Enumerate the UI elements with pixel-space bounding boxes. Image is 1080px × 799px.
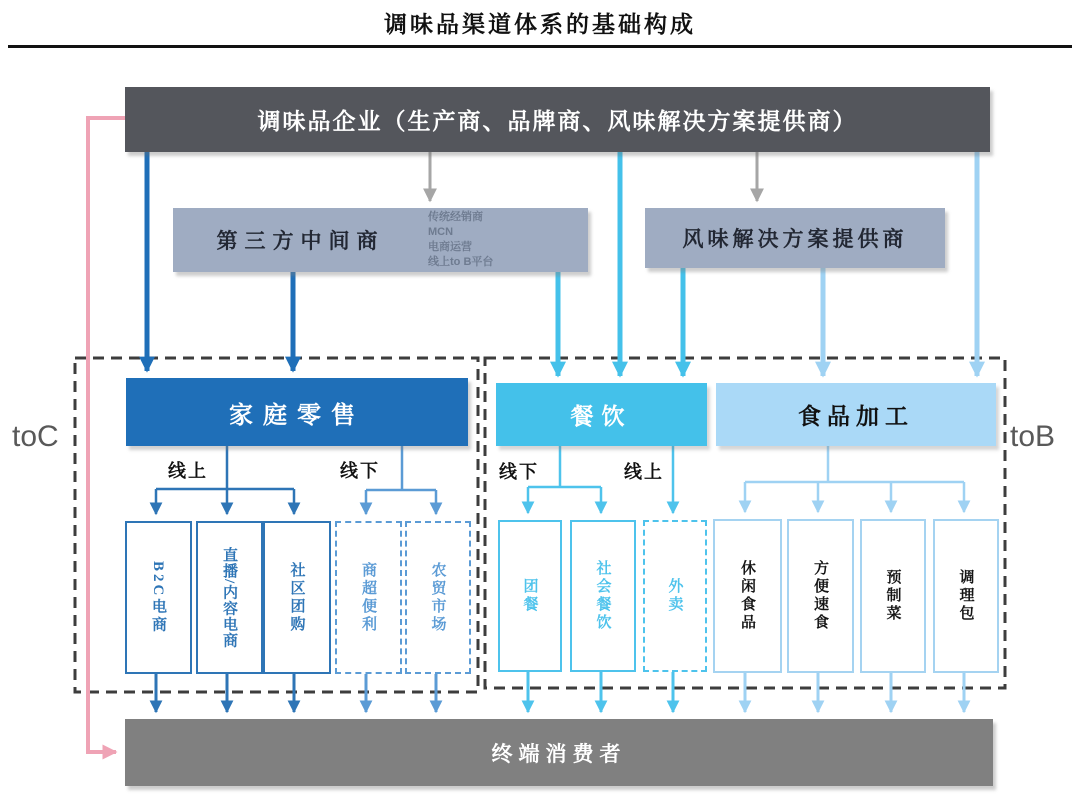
catering-online-label: 线上 [624,462,664,482]
channel-supermarket-convenience [335,521,402,674]
channel-b2c-ecommerce [125,521,192,674]
channel-label: 社区团购 [288,561,305,634]
channel-social-catering [570,520,636,672]
end-consumer-label: 终端消费者 [491,741,627,766]
channel-leisure-food [713,519,782,673]
title-underline [8,45,1072,48]
channel-farmers-market [405,521,471,674]
channel-conditioning-pack [933,519,999,673]
third-party-middlemen-box [173,208,588,272]
home-retail-header [126,378,468,446]
catering-label: 餐饮 [570,404,633,429]
flavor-solution-provider-label: 风味解决方案提供商 [682,227,908,251]
channel-label: 外卖 [666,578,683,614]
channel-label: B2C电商 [150,560,166,635]
channel-label: 预制菜 [884,569,901,623]
channel-label: 商超便利 [360,561,376,634]
consumer-arrows-cyan [528,668,673,712]
home-retail-label: 家庭零售 [229,402,365,429]
food-processing-label: 食品加工 [798,404,914,429]
condiment-enterprise-box [125,87,990,152]
middlemen-type: 线上to B平台 [428,255,494,268]
end-consumer-box [125,719,993,786]
channel-label: 社会餐饮 [594,560,611,632]
channel-label: 团餐 [521,578,538,614]
middlemen-type: 传统经销商 [428,211,483,224]
diagram-title: 调味品渠道体系的基础构成 [384,12,696,37]
channel-label: 方便速食 [812,560,828,632]
channel-label: 调理包 [957,569,974,623]
toc-region-label: toC [12,420,59,453]
channel-community-group-buy [263,521,331,674]
channel-group-meals [498,520,562,672]
channel-label: 直播/内容电商 [221,546,237,649]
home-retail-online-label: 线上 [168,461,208,481]
channel-food-delivery [643,520,707,672]
catering-header [496,383,707,446]
tob-region-label: toB [1010,420,1056,453]
middlemen-types-list [428,210,493,269]
channel-label: 休闲食品 [739,560,755,632]
flavor-solution-provider-box [645,208,945,268]
third-party-middlemen-label: 第三方中间商 [216,229,385,253]
channel-instant-food [787,519,854,673]
home-retail-offline-label: 线下 [340,461,380,481]
channel-live-content-ecommerce [196,521,263,674]
catering-offline-label: 线下 [499,462,539,482]
consumer-arrows-light-blue [745,669,964,712]
middlemen-type: 电商运营 [428,241,472,253]
channel-prepared-dishes [860,519,926,673]
direct-to-consumer-arrow [88,118,127,752]
middlemen-type: MCN [428,226,454,239]
food-processing-header [716,383,996,446]
channel-label: 农贸市场 [429,561,446,634]
condiment-enterprise-label: 调味品企业（生产商、品牌商、风味解决方案提供商） [257,109,858,134]
food-processing-tree [745,446,964,512]
